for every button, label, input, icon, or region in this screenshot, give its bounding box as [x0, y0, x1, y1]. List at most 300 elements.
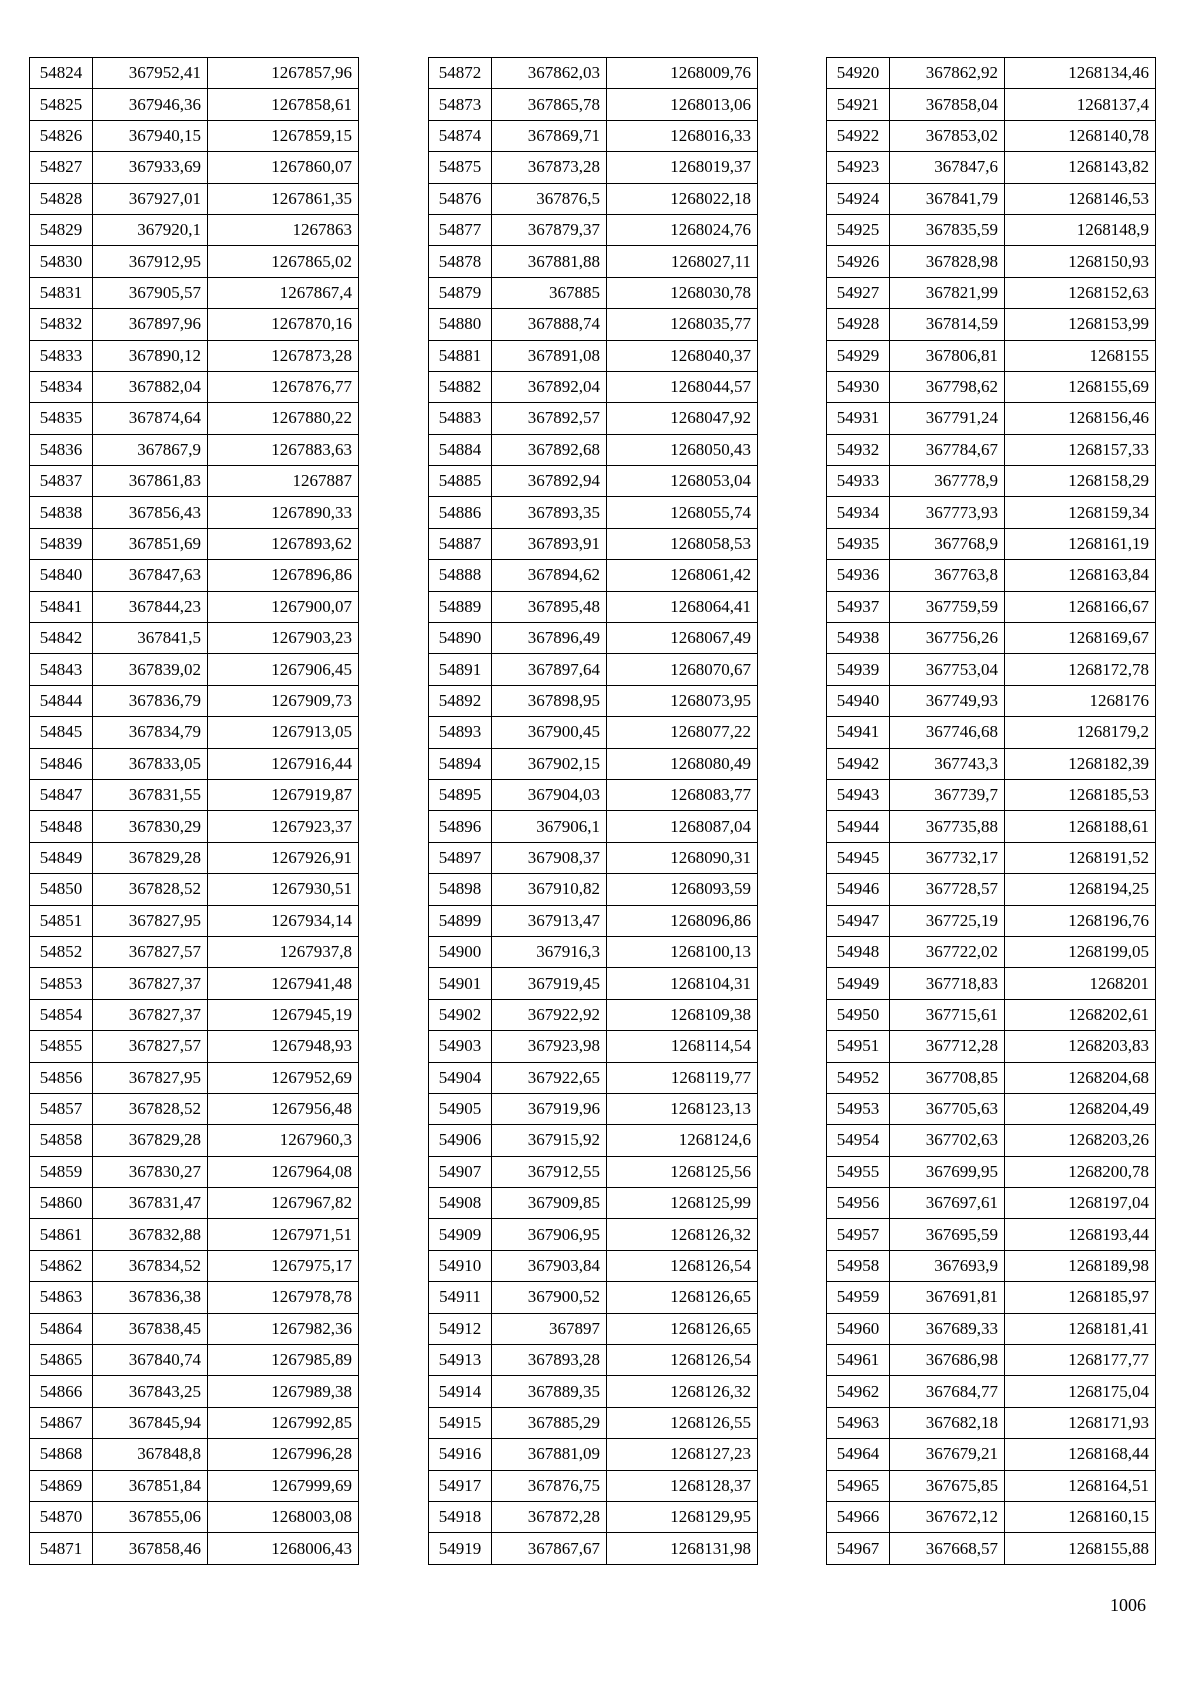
- point-id-cell: 54902: [429, 999, 492, 1030]
- point-id-cell: 54874: [429, 120, 492, 151]
- x-coordinate-cell: 367841,79: [890, 183, 1005, 214]
- table-row: [429, 1313, 758, 1344]
- point-id-cell: 54956: [827, 1188, 890, 1219]
- y-coordinate-cell: 1267873,28: [208, 340, 359, 371]
- x-coordinate-cell: 367912,55: [492, 1156, 607, 1187]
- point-id-cell: 54901: [429, 968, 492, 999]
- point-id-cell: 54899: [429, 905, 492, 936]
- table-row: [30, 968, 359, 999]
- table-row: [827, 905, 1156, 936]
- y-coordinate-cell: 1268016,33: [607, 120, 758, 151]
- table-row: [429, 434, 758, 465]
- x-coordinate-cell: 367853,02: [890, 120, 1005, 151]
- point-id-cell: 54947: [827, 905, 890, 936]
- point-id-cell: 54841: [30, 591, 93, 622]
- y-coordinate-cell: 1267903,23: [208, 623, 359, 654]
- point-id-cell: 54836: [30, 434, 93, 465]
- x-coordinate-cell: 367722,02: [890, 936, 1005, 967]
- x-coordinate-cell: 367892,94: [492, 466, 607, 497]
- point-id-cell: 54931: [827, 403, 890, 434]
- y-coordinate-cell: 1268155,69: [1005, 371, 1156, 402]
- x-coordinate-cell: 367920,1: [93, 214, 208, 245]
- y-coordinate-cell: 1268150,93: [1005, 246, 1156, 277]
- y-coordinate-cell: 1268185,53: [1005, 779, 1156, 810]
- point-id-cell: 54910: [429, 1250, 492, 1281]
- table-row: [429, 309, 758, 340]
- table-row: [429, 1282, 758, 1313]
- x-coordinate-cell: 367888,74: [492, 309, 607, 340]
- y-coordinate-cell: 1268204,49: [1005, 1093, 1156, 1124]
- point-id-cell: 54951: [827, 1031, 890, 1062]
- y-coordinate-cell: 1268126,65: [607, 1282, 758, 1313]
- y-coordinate-cell: 1267952,69: [208, 1062, 359, 1093]
- table-row: [30, 1282, 359, 1313]
- y-coordinate-cell: 1267880,22: [208, 403, 359, 434]
- point-id-cell: 54926: [827, 246, 890, 277]
- table-row: [429, 779, 758, 810]
- table-row: [827, 811, 1156, 842]
- point-id-cell: 54837: [30, 466, 93, 497]
- point-id-cell: 54843: [30, 654, 93, 685]
- x-coordinate-cell: 367891,08: [492, 340, 607, 371]
- y-coordinate-cell: 1268024,76: [607, 214, 758, 245]
- x-coordinate-cell: 367830,27: [93, 1156, 208, 1187]
- y-coordinate-cell: 1268181,41: [1005, 1313, 1156, 1344]
- table-row: [30, 403, 359, 434]
- x-coordinate-cell: 367835,59: [890, 214, 1005, 245]
- table-row: [30, 371, 359, 402]
- y-coordinate-cell: 1268185,97: [1005, 1282, 1156, 1313]
- y-coordinate-cell: 1268158,29: [1005, 466, 1156, 497]
- table-row: [827, 403, 1156, 434]
- point-id-cell: 54827: [30, 152, 93, 183]
- x-coordinate-cell: 367898,95: [492, 685, 607, 716]
- x-coordinate-cell: 367732,17: [890, 842, 1005, 873]
- table-row: [429, 968, 758, 999]
- point-id-cell: 54958: [827, 1250, 890, 1281]
- point-id-cell: 54946: [827, 874, 890, 905]
- point-id-cell: 54916: [429, 1439, 492, 1470]
- point-id-cell: 54865: [30, 1345, 93, 1376]
- x-coordinate-cell: 367844,23: [93, 591, 208, 622]
- point-id-cell: 54924: [827, 183, 890, 214]
- point-id-cell: 54858: [30, 1125, 93, 1156]
- point-id-cell: 54888: [429, 560, 492, 591]
- x-coordinate-cell: 367821,99: [890, 277, 1005, 308]
- point-id-cell: 54829: [30, 214, 93, 245]
- y-coordinate-cell: 1267867,4: [208, 277, 359, 308]
- point-id-cell: 54933: [827, 466, 890, 497]
- y-coordinate-cell: 1268058,53: [607, 528, 758, 559]
- x-coordinate-cell: 367847,63: [93, 560, 208, 591]
- page-number: 1006: [1110, 1595, 1146, 1615]
- point-id-cell: 54945: [827, 842, 890, 873]
- x-coordinate-cell: 367749,93: [890, 685, 1005, 716]
- y-coordinate-cell: 1267937,8: [208, 936, 359, 967]
- x-coordinate-cell: 367905,57: [93, 277, 208, 308]
- point-id-cell: 54911: [429, 1282, 492, 1313]
- point-id-cell: 54887: [429, 528, 492, 559]
- x-coordinate-cell: 367827,95: [93, 1062, 208, 1093]
- point-id-cell: 54904: [429, 1062, 492, 1093]
- point-id-cell: 54915: [429, 1407, 492, 1438]
- x-coordinate-cell: 367858,46: [93, 1533, 208, 1564]
- table-row: [429, 623, 758, 654]
- table-row: [827, 560, 1156, 591]
- table-row: [429, 58, 758, 89]
- table-row: [827, 1501, 1156, 1532]
- point-id-cell: 54875: [429, 152, 492, 183]
- y-coordinate-cell: 1268188,61: [1005, 811, 1156, 842]
- y-coordinate-cell: 1268083,77: [607, 779, 758, 810]
- y-coordinate-cell: 1267967,82: [208, 1188, 359, 1219]
- y-coordinate-cell: 1268126,65: [607, 1313, 758, 1344]
- y-coordinate-cell: 1268166,67: [1005, 591, 1156, 622]
- x-coordinate-cell: 367913,47: [492, 905, 607, 936]
- point-id-cell: 54960: [827, 1313, 890, 1344]
- point-id-cell: 54957: [827, 1219, 890, 1250]
- table-row: [429, 277, 758, 308]
- point-id-cell: 54894: [429, 748, 492, 779]
- x-coordinate-cell: 367672,12: [890, 1501, 1005, 1532]
- x-coordinate-cell: 367712,28: [890, 1031, 1005, 1062]
- y-coordinate-cell: 1268176: [1005, 685, 1156, 716]
- x-coordinate-cell: 367791,24: [890, 403, 1005, 434]
- point-id-cell: 54909: [429, 1219, 492, 1250]
- point-id-cell: 54833: [30, 340, 93, 371]
- x-coordinate-cell: 367952,41: [93, 58, 208, 89]
- table-row: [429, 936, 758, 967]
- point-id-cell: 54934: [827, 497, 890, 528]
- x-coordinate-cell: 367872,28: [492, 1501, 607, 1532]
- y-coordinate-cell: 1268163,84: [1005, 560, 1156, 591]
- table-row: [30, 1062, 359, 1093]
- coordinate-table-1: [29, 57, 359, 1565]
- point-id-cell: 54938: [827, 623, 890, 654]
- x-coordinate-cell: 367845,94: [93, 1407, 208, 1438]
- point-id-cell: 54965: [827, 1470, 890, 1501]
- x-coordinate-cell: 367900,45: [492, 717, 607, 748]
- x-coordinate-cell: 367689,33: [890, 1313, 1005, 1344]
- table-row: [30, 309, 359, 340]
- table-row: [429, 685, 758, 716]
- x-coordinate-cell: 367922,65: [492, 1062, 607, 1093]
- point-id-cell: 54962: [827, 1376, 890, 1407]
- x-coordinate-cell: 367725,19: [890, 905, 1005, 936]
- table-row: [429, 717, 758, 748]
- y-coordinate-cell: 1268160,15: [1005, 1501, 1156, 1532]
- x-coordinate-cell: 367867,9: [93, 434, 208, 465]
- table-row: [827, 371, 1156, 402]
- point-id-cell: 54864: [30, 1313, 93, 1344]
- x-coordinate-cell: 367893,91: [492, 528, 607, 559]
- x-coordinate-cell: 367679,21: [890, 1439, 1005, 1470]
- x-coordinate-cell: 367827,57: [93, 936, 208, 967]
- y-coordinate-cell: 1268146,53: [1005, 183, 1156, 214]
- x-coordinate-cell: 367828,52: [93, 1093, 208, 1124]
- y-coordinate-cell: 1267934,14: [208, 905, 359, 936]
- y-coordinate-cell: 1267989,38: [208, 1376, 359, 1407]
- x-coordinate-cell: 367867,67: [492, 1533, 607, 1564]
- y-coordinate-cell: 1268061,42: [607, 560, 758, 591]
- point-id-cell: 54940: [827, 685, 890, 716]
- x-coordinate-cell: 367753,04: [890, 654, 1005, 685]
- point-id-cell: 54839: [30, 528, 93, 559]
- y-coordinate-cell: 1268006,43: [208, 1533, 359, 1564]
- point-id-cell: 54890: [429, 623, 492, 654]
- y-coordinate-cell: 1268156,46: [1005, 403, 1156, 434]
- point-id-cell: 54849: [30, 842, 93, 873]
- point-id-cell: 54844: [30, 685, 93, 716]
- table-row: [30, 1407, 359, 1438]
- x-coordinate-cell: 367862,92: [890, 58, 1005, 89]
- table-row: [827, 434, 1156, 465]
- x-coordinate-cell: 367851,69: [93, 528, 208, 559]
- x-coordinate-cell: 367922,92: [492, 999, 607, 1030]
- y-coordinate-cell: 1267860,07: [208, 152, 359, 183]
- point-id-cell: 54912: [429, 1313, 492, 1344]
- y-coordinate-cell: 1268019,37: [607, 152, 758, 183]
- y-coordinate-cell: 1268055,74: [607, 497, 758, 528]
- point-id-cell: 54935: [827, 528, 890, 559]
- y-coordinate-cell: 1268194,25: [1005, 874, 1156, 905]
- x-coordinate-cell: 367697,61: [890, 1188, 1005, 1219]
- y-coordinate-cell: 1268143,82: [1005, 152, 1156, 183]
- table-row: [827, 968, 1156, 999]
- y-coordinate-cell: 1268090,31: [607, 842, 758, 873]
- point-id-cell: 54882: [429, 371, 492, 402]
- x-coordinate-cell: 367876,75: [492, 1470, 607, 1501]
- point-id-cell: 54925: [827, 214, 890, 245]
- table-row: [429, 1156, 758, 1187]
- y-coordinate-cell: 1267930,51: [208, 874, 359, 905]
- point-id-cell: 54881: [429, 340, 492, 371]
- table-row: [827, 1376, 1156, 1407]
- y-coordinate-cell: 1268087,04: [607, 811, 758, 842]
- table-row: [429, 1470, 758, 1501]
- table-row: [30, 183, 359, 214]
- y-coordinate-cell: 1267945,19: [208, 999, 359, 1030]
- point-id-cell: 54877: [429, 214, 492, 245]
- y-coordinate-cell: 1268119,77: [607, 1062, 758, 1093]
- point-id-cell: 54903: [429, 1031, 492, 1062]
- y-coordinate-cell: 1267999,69: [208, 1470, 359, 1501]
- point-id-cell: 54852: [30, 936, 93, 967]
- table-row: [429, 1188, 758, 1219]
- x-coordinate-cell: 367695,59: [890, 1219, 1005, 1250]
- x-coordinate-cell: 367885: [492, 277, 607, 308]
- point-id-cell: 54953: [827, 1093, 890, 1124]
- table-row: [30, 748, 359, 779]
- table-row: [30, 779, 359, 810]
- x-coordinate-cell: 367879,37: [492, 214, 607, 245]
- table-row: [827, 874, 1156, 905]
- table-row: [30, 58, 359, 89]
- x-coordinate-cell: 367675,85: [890, 1470, 1005, 1501]
- y-coordinate-cell: 1268189,98: [1005, 1250, 1156, 1281]
- x-coordinate-cell: 367668,57: [890, 1533, 1005, 1564]
- y-coordinate-cell: 1268125,99: [607, 1188, 758, 1219]
- point-id-cell: 54949: [827, 968, 890, 999]
- y-coordinate-cell: 1267975,17: [208, 1250, 359, 1281]
- table-row: [827, 214, 1156, 245]
- point-id-cell: 54825: [30, 89, 93, 120]
- y-coordinate-cell: 1267964,08: [208, 1156, 359, 1187]
- x-coordinate-cell: 367919,45: [492, 968, 607, 999]
- table-row: [827, 1407, 1156, 1438]
- table-row: [30, 591, 359, 622]
- table-row: [30, 1156, 359, 1187]
- x-coordinate-cell: 367763,8: [890, 560, 1005, 591]
- x-coordinate-cell: 367848,8: [93, 1439, 208, 1470]
- y-coordinate-cell: 1267971,51: [208, 1219, 359, 1250]
- point-id-cell: 54831: [30, 277, 93, 308]
- point-id-cell: 54952: [827, 1062, 890, 1093]
- x-coordinate-cell: 367840,74: [93, 1345, 208, 1376]
- point-id-cell: 54861: [30, 1219, 93, 1250]
- y-coordinate-cell: 1268197,04: [1005, 1188, 1156, 1219]
- x-coordinate-cell: 367881,88: [492, 246, 607, 277]
- x-coordinate-cell: 367746,68: [890, 717, 1005, 748]
- y-coordinate-cell: 1268040,37: [607, 340, 758, 371]
- table-row: [30, 1470, 359, 1501]
- point-id-cell: 54834: [30, 371, 93, 402]
- point-id-cell: 54873: [429, 89, 492, 120]
- y-coordinate-cell: 1268164,51: [1005, 1470, 1156, 1501]
- point-id-cell: 54870: [30, 1501, 93, 1532]
- point-id-cell: 54964: [827, 1439, 890, 1470]
- y-coordinate-cell: 1268093,59: [607, 874, 758, 905]
- point-id-cell: 54851: [30, 905, 93, 936]
- table-row: [429, 340, 758, 371]
- point-id-cell: 54880: [429, 309, 492, 340]
- point-id-cell: 54842: [30, 623, 93, 654]
- y-coordinate-cell: 1267863: [208, 214, 359, 245]
- table-row: [429, 371, 758, 402]
- x-coordinate-cell: 367831,47: [93, 1188, 208, 1219]
- point-id-cell: 54866: [30, 1376, 93, 1407]
- y-coordinate-cell: 1268193,44: [1005, 1219, 1156, 1250]
- y-coordinate-cell: 1268155: [1005, 340, 1156, 371]
- x-coordinate-cell: 367718,83: [890, 968, 1005, 999]
- y-coordinate-cell: 1267865,02: [208, 246, 359, 277]
- table-row: [429, 246, 758, 277]
- table-row: [30, 623, 359, 654]
- table-row: [30, 874, 359, 905]
- y-coordinate-cell: 1268125,56: [607, 1156, 758, 1187]
- x-coordinate-cell: 367855,06: [93, 1501, 208, 1532]
- y-coordinate-cell: 1268179,2: [1005, 717, 1156, 748]
- point-id-cell: 54927: [827, 277, 890, 308]
- table-row: [429, 528, 758, 559]
- point-id-cell: 54961: [827, 1345, 890, 1376]
- table-row: [30, 1376, 359, 1407]
- y-coordinate-cell: 1268204,68: [1005, 1062, 1156, 1093]
- x-coordinate-cell: 367784,67: [890, 434, 1005, 465]
- x-coordinate-cell: 367892,68: [492, 434, 607, 465]
- x-coordinate-cell: 367686,98: [890, 1345, 1005, 1376]
- x-coordinate-cell: 367876,5: [492, 183, 607, 214]
- table-row: [429, 1501, 758, 1532]
- point-id-cell: 54932: [827, 434, 890, 465]
- x-coordinate-cell: 367834,52: [93, 1250, 208, 1281]
- table-row: [429, 1219, 758, 1250]
- y-coordinate-cell: 1268124,6: [607, 1125, 758, 1156]
- x-coordinate-cell: 367856,43: [93, 497, 208, 528]
- x-coordinate-cell: 367705,63: [890, 1093, 1005, 1124]
- y-coordinate-cell: 1267887: [208, 466, 359, 497]
- y-coordinate-cell: 1267985,89: [208, 1345, 359, 1376]
- point-id-cell: 54914: [429, 1376, 492, 1407]
- y-coordinate-cell: 1267859,15: [208, 120, 359, 151]
- point-id-cell: 54847: [30, 779, 93, 810]
- y-coordinate-cell: 1268003,08: [208, 1501, 359, 1532]
- x-coordinate-cell: 367892,57: [492, 403, 607, 434]
- point-id-cell: 54895: [429, 779, 492, 810]
- y-coordinate-cell: 1268157,33: [1005, 434, 1156, 465]
- coordinate-table-2: [428, 57, 758, 1565]
- table-row: [30, 497, 359, 528]
- y-coordinate-cell: 1268070,67: [607, 654, 758, 685]
- x-coordinate-cell: 367874,64: [93, 403, 208, 434]
- point-id-cell: 54838: [30, 497, 93, 528]
- y-coordinate-cell: 1267996,28: [208, 1439, 359, 1470]
- y-coordinate-cell: 1268009,76: [607, 58, 758, 89]
- x-coordinate-cell: 367806,81: [890, 340, 1005, 371]
- table-row: [827, 1439, 1156, 1470]
- table-row: [30, 1250, 359, 1281]
- y-coordinate-cell: 1268148,9: [1005, 214, 1156, 245]
- point-id-cell: 54856: [30, 1062, 93, 1093]
- x-coordinate-cell: 367684,77: [890, 1376, 1005, 1407]
- y-coordinate-cell: 1268199,05: [1005, 936, 1156, 967]
- table-row: [429, 1062, 758, 1093]
- y-coordinate-cell: 1268053,04: [607, 466, 758, 497]
- y-coordinate-cell: 1268050,43: [607, 434, 758, 465]
- y-coordinate-cell: 1268126,32: [607, 1376, 758, 1407]
- y-coordinate-cell: 1267896,86: [208, 560, 359, 591]
- table-row: [429, 748, 758, 779]
- x-coordinate-cell: 367699,95: [890, 1156, 1005, 1187]
- x-coordinate-cell: 367759,59: [890, 591, 1005, 622]
- y-coordinate-cell: 1268100,13: [607, 936, 758, 967]
- x-coordinate-cell: 367893,35: [492, 497, 607, 528]
- y-coordinate-cell: 1267992,85: [208, 1407, 359, 1438]
- x-coordinate-cell: 367832,88: [93, 1219, 208, 1250]
- point-id-cell: 54942: [827, 748, 890, 779]
- table-row: [30, 717, 359, 748]
- x-coordinate-cell: 367912,95: [93, 246, 208, 277]
- table-row: [429, 120, 758, 151]
- y-coordinate-cell: 1268203,26: [1005, 1125, 1156, 1156]
- x-coordinate-cell: 367836,38: [93, 1282, 208, 1313]
- table-row: [827, 1345, 1156, 1376]
- table-row: [827, 528, 1156, 559]
- y-coordinate-cell: 1268203,83: [1005, 1031, 1156, 1062]
- x-coordinate-cell: 367847,6: [890, 152, 1005, 183]
- x-coordinate-cell: 367841,5: [93, 623, 208, 654]
- x-coordinate-cell: 367902,15: [492, 748, 607, 779]
- table-row: [429, 591, 758, 622]
- x-coordinate-cell: 367933,69: [93, 152, 208, 183]
- y-coordinate-cell: 1268109,38: [607, 999, 758, 1030]
- table-row: [429, 654, 758, 685]
- x-coordinate-cell: 367892,04: [492, 371, 607, 402]
- x-coordinate-cell: 367897,96: [93, 309, 208, 340]
- table-row: [30, 1501, 359, 1532]
- table-row: [429, 183, 758, 214]
- y-coordinate-cell: 1268153,99: [1005, 309, 1156, 340]
